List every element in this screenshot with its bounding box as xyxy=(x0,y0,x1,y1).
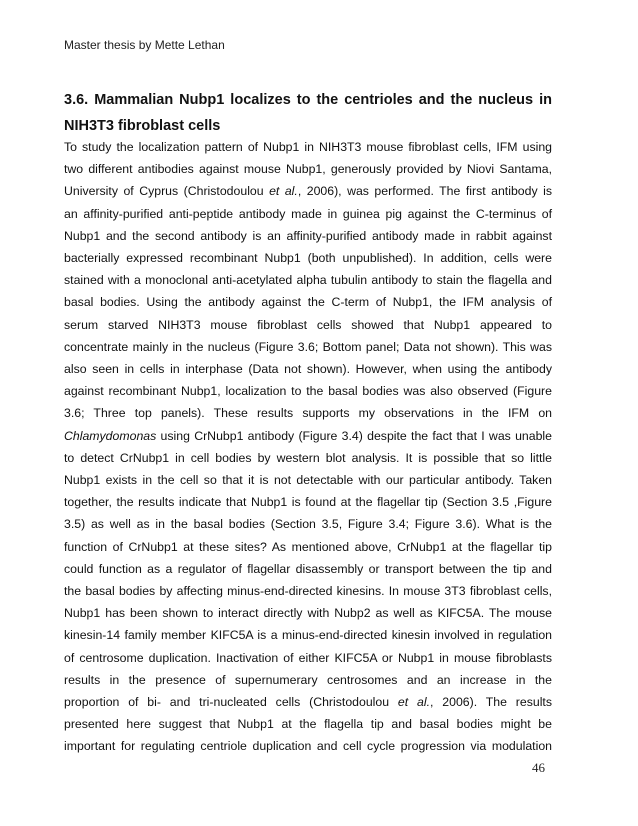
body-line: an affinity-purified anti-peptide antibody made in guinea pig against the C-terminus of xyxy=(64,206,552,221)
body-line: concentrate mainly in the nucleus (Figure 3.6; Bottom panel; Data not shown). This was xyxy=(64,339,552,354)
body-line xyxy=(64,425,552,447)
section-title-line-2: NIH3T3 fibroblast cells xyxy=(64,118,221,134)
body-line: of centrosome duplication. Inactivation of either KIFC5A or Nubp1 in mouse fibroblasts xyxy=(64,650,552,665)
text-segment: using CrNubp1 antibody (Figure 3.4) despite the fact that I was unable xyxy=(156,428,552,443)
text-segment: University of Cyprus (Christodoulou xyxy=(64,184,270,199)
body-line: important for regulating centriole duplication and cell cycle progression via modulation xyxy=(64,739,552,754)
body-line: the basal bodies by affecting minus-end-directed kinesins. In mouse 3T3 fibroblast cells, xyxy=(64,584,552,599)
body-line: Nubp1 has been shown to interact directly with Nubp2 as well as KIFC5A. The mouse xyxy=(64,606,552,621)
body-line: results in the presence of supernumerary centrosomes and an increase in the xyxy=(64,672,552,687)
section-title-line-1: 3.6. Mammalian Nubp1 localizes to the centrioles and the nucleus in xyxy=(64,92,552,108)
body-line: two different antibodies against mouse Nubp1, generously provided by Niovi Santama, xyxy=(64,162,552,177)
body-line: Nubp1 and the second antibody is an affinity-purified antibody made in rabbit against xyxy=(64,228,552,243)
italic-text: Chlamydomonas xyxy=(64,428,157,443)
body-line: together, the results indicate that Nubp1 is found at the flagellar tip (Section 3.5 ,Figure xyxy=(64,495,552,510)
body-line: bacterially expressed recombinant Nubp1 (both unpublished). In addition, cells were xyxy=(64,251,552,266)
body-line: Nubp1 exists in the cell so that it is not detectable with our particular antibody. Taken xyxy=(64,473,552,488)
text-segment: , 2006). The results xyxy=(430,695,552,710)
body-line: presented here suggest that Nubp1 at the flagella tip and basal bodies might be xyxy=(64,717,552,732)
body-line: against recombinant Nubp1, localization to the basal bodies was also observed (Figure xyxy=(64,384,552,399)
body-line: to detect CrNubp1 in cell bodies by western blot analysis. It is possible that so little xyxy=(64,450,552,465)
body-line: kinesin-14 family member KIFC5A is a minus-end-directed kinesin involved in regulation xyxy=(64,628,552,643)
section-title xyxy=(64,87,552,139)
body-line: 3.6; Three top panels). These results supports my observations in the IFM on xyxy=(64,406,552,421)
body-line: could function as a regulator of flagellar disassembly or transport between the tip and xyxy=(64,561,552,576)
body-line: basal bodies. Using the antibody against the C-term of Nubp1, the IFM analysis of xyxy=(64,295,552,310)
italic-text: et al. xyxy=(269,184,298,199)
italic-text: et al. xyxy=(397,695,431,710)
text-segment: , 2006), was performed. The first antibody is xyxy=(297,184,552,199)
page-number: 46 xyxy=(532,760,545,775)
body-line xyxy=(64,180,552,202)
body-line: 3.5) as well as in the basal bodies (Section 3.5, Figure 3.4; Figure 3.6). What is the xyxy=(64,517,552,532)
body-line xyxy=(64,691,552,713)
text-segment: proportion of bi- and tri-nucleated cells (Christodoulou xyxy=(64,695,398,710)
body-line: serum starved NIH3T3 mouse fibroblast cells showed that Nubp1 appeared to xyxy=(64,317,552,332)
body-line: To study the localization pattern of Nubp1 in NIH3T3 mouse fibroblast cells, IFM using xyxy=(64,140,552,154)
body-line: stained with a monoclonal anti-acetylated alpha tubulin antibody to stain the flagella and xyxy=(64,273,552,288)
body-line: also seen in cells in interphase (Data not shown). However, when using the antibody xyxy=(64,362,552,377)
body-line: function of CrNubp1 at these sites? As mentioned above, CrNubp1 at the flagellar tip xyxy=(64,539,552,554)
running-header: Master thesis by Mette Lethan xyxy=(64,38,225,52)
body-paragraph xyxy=(64,136,552,758)
